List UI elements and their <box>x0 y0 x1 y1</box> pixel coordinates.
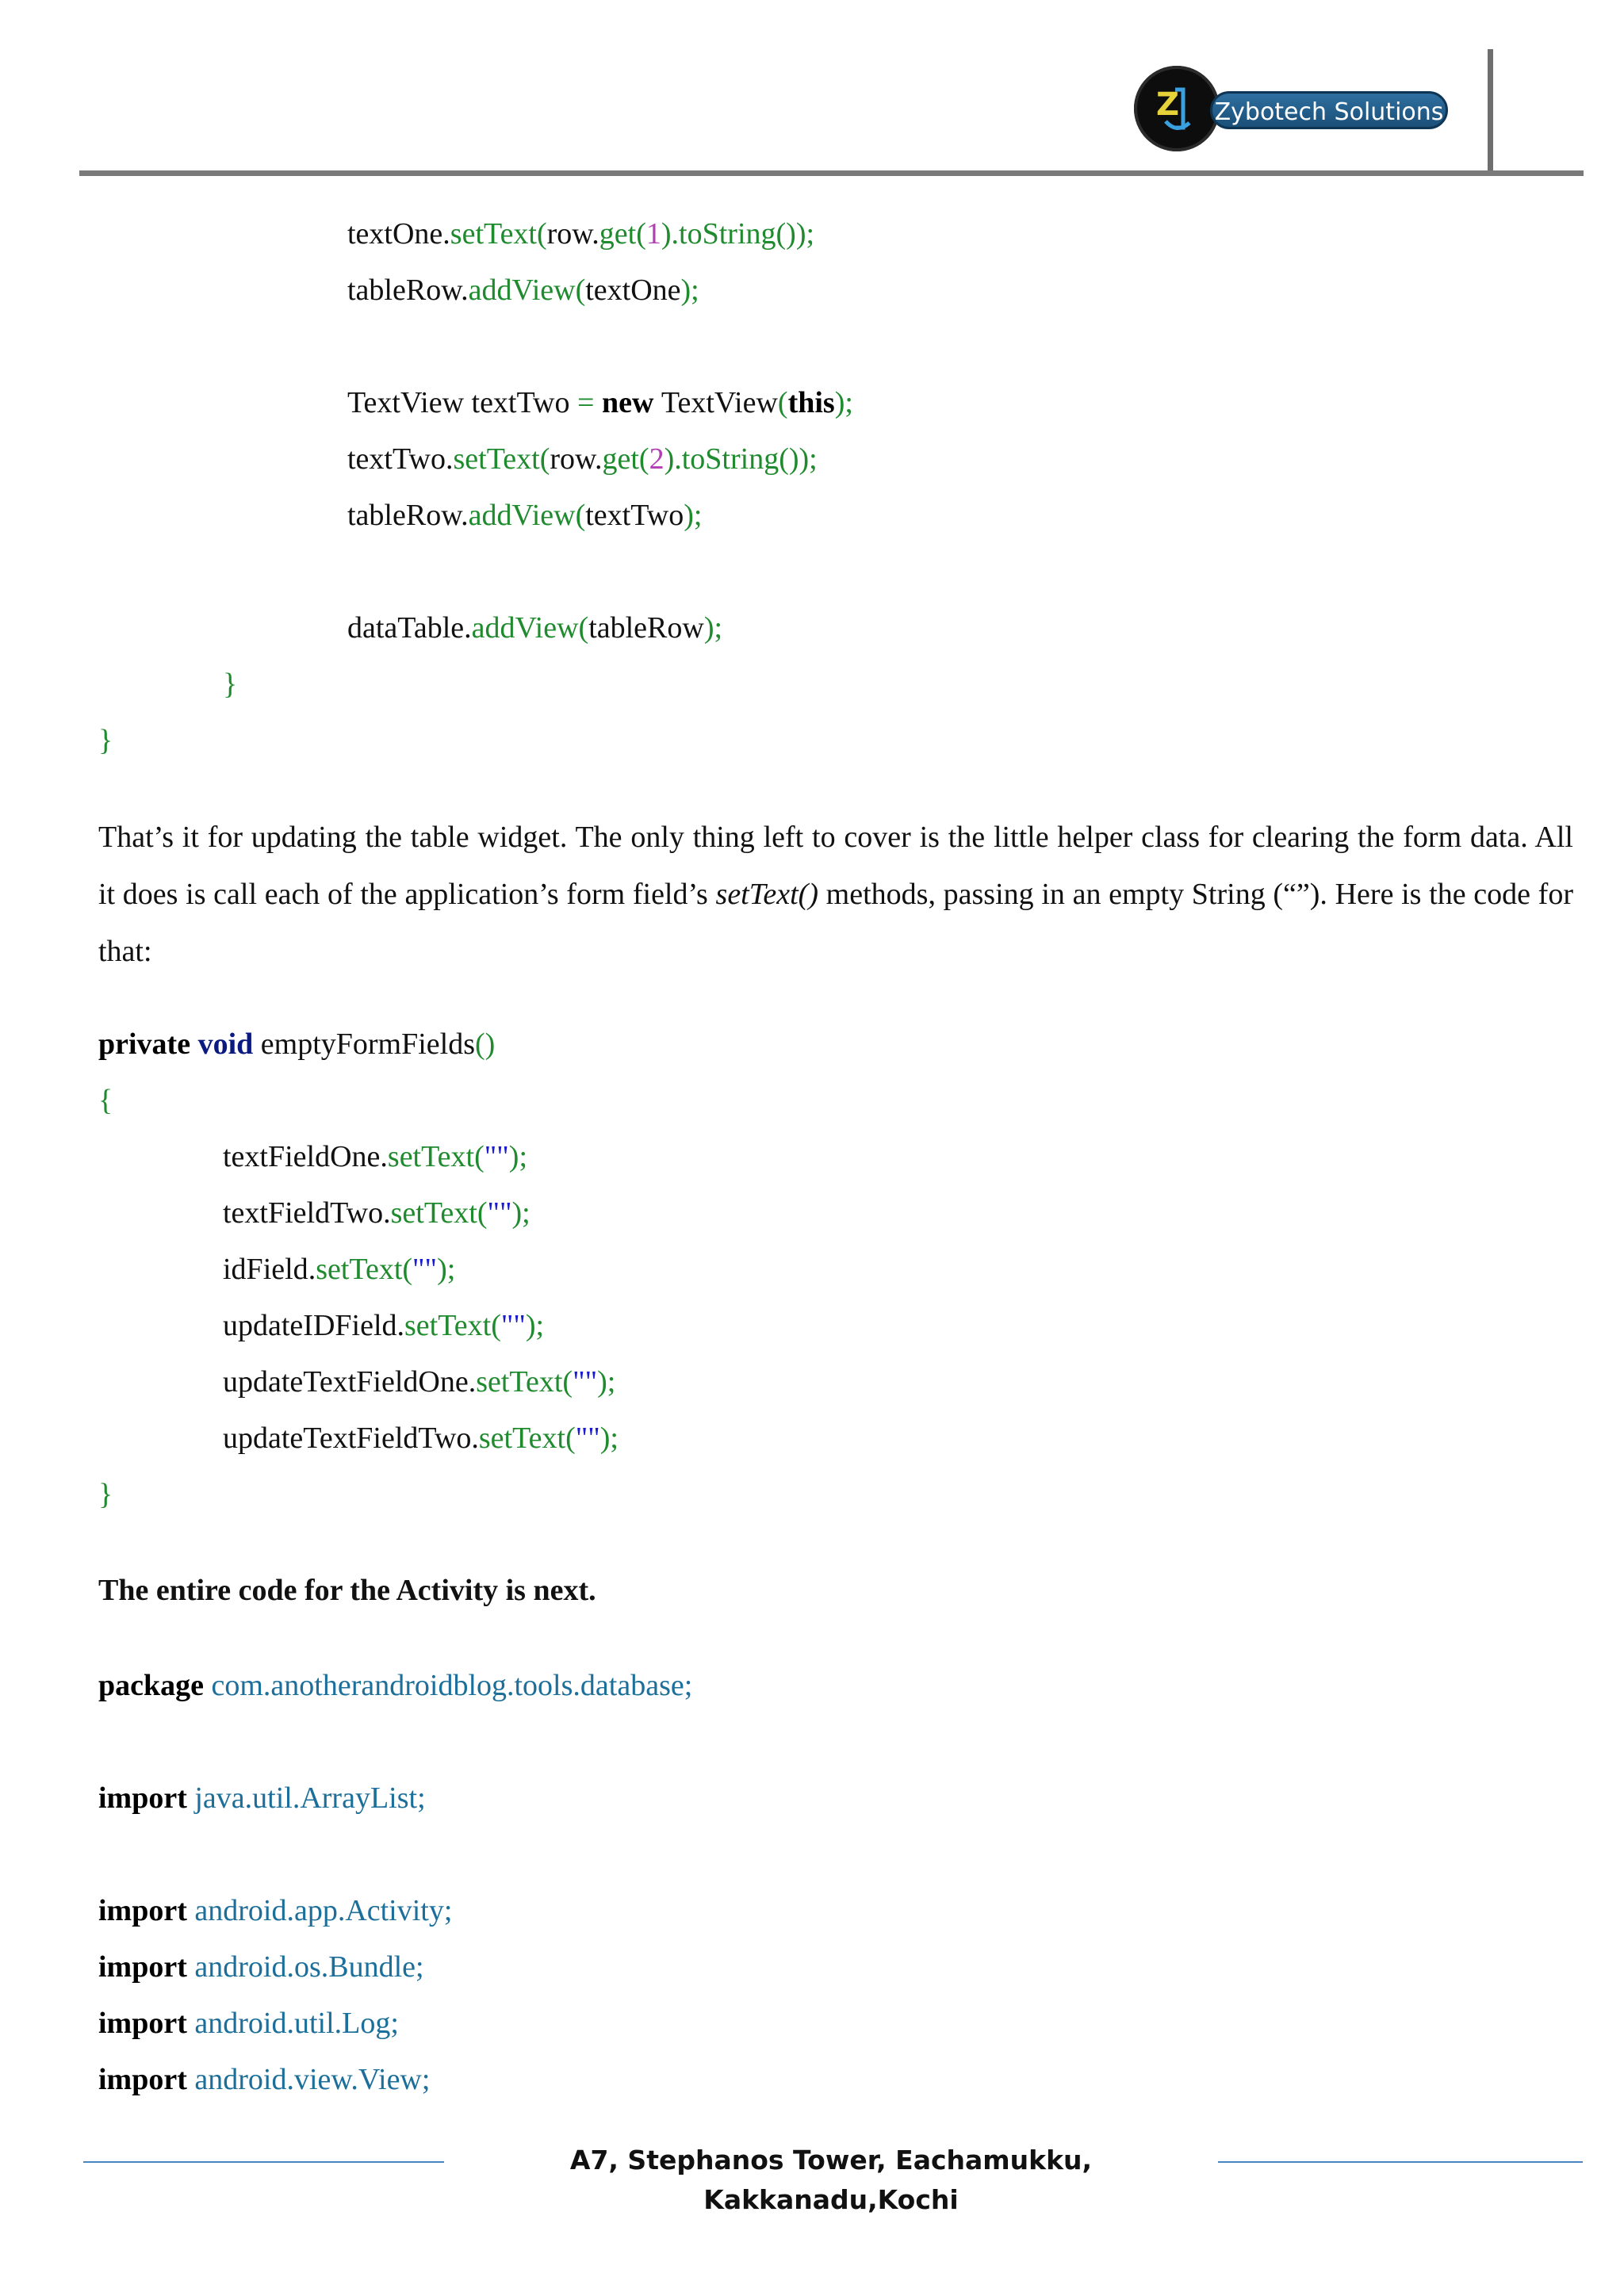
code-line: updateTextFieldTwo.setText(""); <box>223 1422 619 1455</box>
svg-text:Z: Z <box>1156 86 1180 123</box>
code-line: TextView textTwo = new TextView(this); <box>347 386 853 419</box>
body-paragraph: That’s it for updating the table widget. The only thing left to cover is the little helper class for clearing the form data. All it does is call each of the application’s form field’s setText() methods, passing in an empty String (“”). Here is the code for that: <box>98 821 1573 968</box>
code-brace: } <box>98 724 113 757</box>
footer-rule-right <box>1218 2161 1583 2163</box>
code-line: updateIDField.setText(""); <box>223 1309 545 1342</box>
zybotech-logo <box>1134 66 1467 155</box>
code-line: idField.setText(""); <box>223 1253 456 1286</box>
code-line: tableRow.addView(textOne); <box>347 274 699 307</box>
code-line: textFieldOne.setText(""); <box>223 1140 528 1173</box>
footer-rule-left <box>83 2161 444 2163</box>
code-line: textFieldTwo.setText(""); <box>223 1196 530 1230</box>
header-rule <box>79 170 1584 176</box>
code-brace: } <box>98 1478 113 1511</box>
import-line: import android.app.Activity; <box>98 1894 453 1927</box>
section-heading: The entire code for the Activity is next. <box>98 1574 596 1607</box>
import-line: import java.util.ArrayList; <box>98 1781 426 1815</box>
code-line: tableRow.addView(textTwo); <box>347 499 703 532</box>
header-vertical-bar <box>1488 49 1493 174</box>
code-brace: { <box>98 1084 113 1117</box>
code-brace: } <box>223 668 238 701</box>
code-line: updateTextFieldOne.setText(""); <box>223 1365 616 1399</box>
logo-emblem-icon <box>1134 66 1220 151</box>
import-line: import android.util.Log; <box>98 2007 399 2040</box>
package-line: package com.anotherandroidblog.tools.database; <box>98 1669 693 1702</box>
code-line: textTwo.setText(row.get(2).toString()); <box>347 442 818 476</box>
code-line: textOne.setText(row.get(1).toString()); <box>347 217 815 251</box>
import-line: import android.view.View; <box>98 2063 431 2096</box>
import-line: import android.os.Bundle; <box>98 1950 424 1984</box>
method-signature: private void emptyFormFields() <box>98 1027 496 1061</box>
footer-address: A7, Stephanos Tower, Eachamukku, Kakkanadu,Kochi <box>569 2145 1093 2215</box>
code-line: dataTable.addView(tableRow); <box>347 611 723 645</box>
logo-wordmark: Zybotech Solutions <box>1210 91 1448 129</box>
